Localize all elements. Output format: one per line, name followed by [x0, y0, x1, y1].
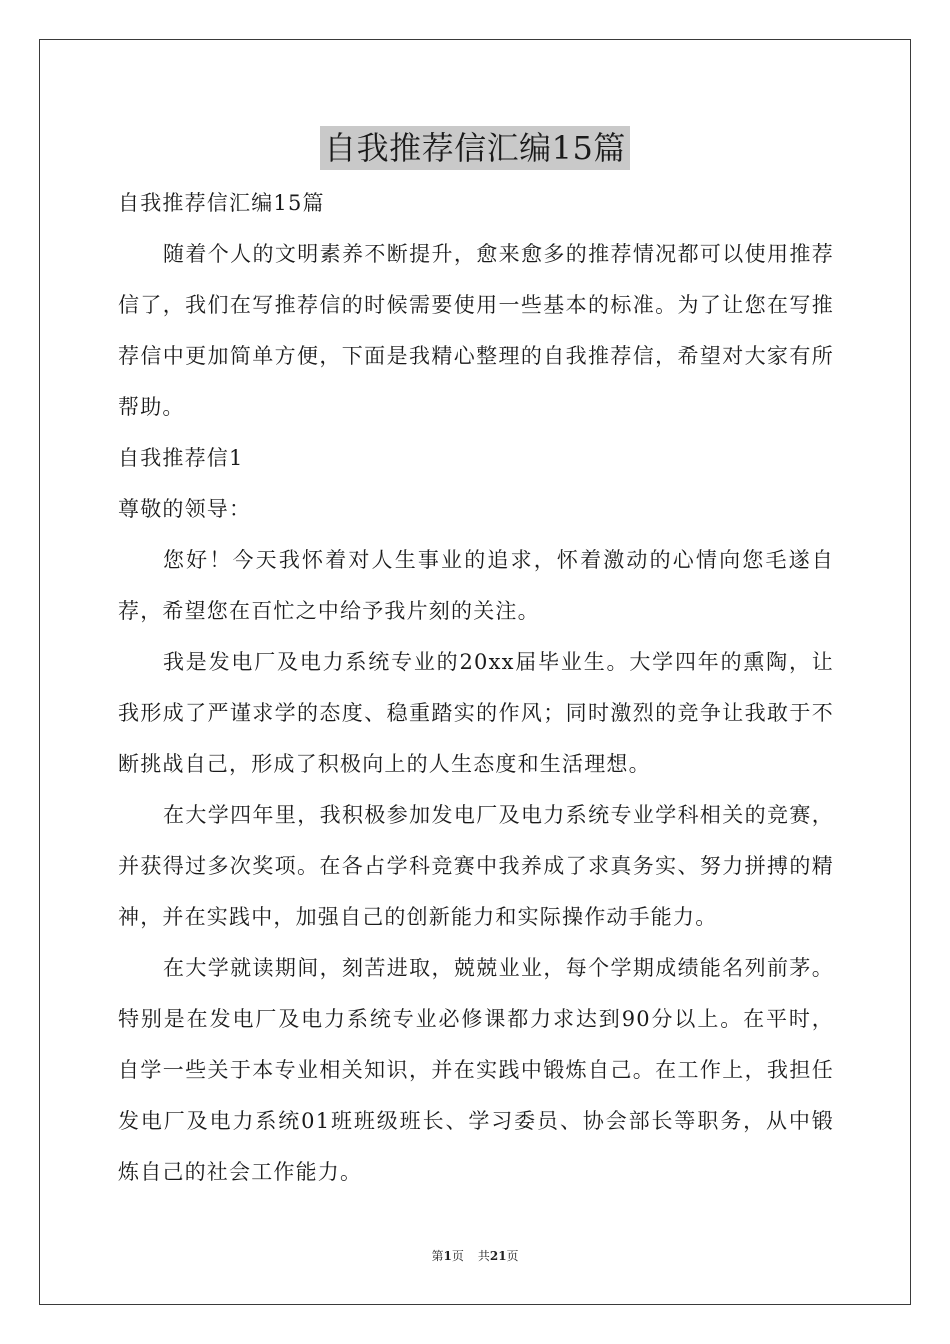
- body-paragraph-3: 在大学四年里，我积极参加发电厂及电力系统专业学科相关的竞赛，并获得过多次奖项。在各占学科竞赛中我养成了求真务实、努力拼搏的精神，并在实践中，加强自己的创新能力和实际操作动手能力。: [118, 803, 834, 929]
- body-paragraph-4: 在大学就读期间，刻苦进取，兢兢业业，每个学期成绩能名列前茅。特别是在发电厂及电力系统专业必修课都力求达到90分以上。在平时，自学一些关于本专业相关知识，并在实践中锻炼自己。在工作上，我担任发电厂及电力系统01班班级班长、学习委员、协会部长等职务，从中锻炼自己的社会工作能力。: [118, 956, 834, 1184]
- section-heading: 自我推荐信1: [118, 446, 244, 470]
- body-paragraph-2: 我是发电厂及电力系统专业的20xx届毕业生。大学四年的熏陶，让我形成了严谨求学的态度、稳重踏实的作风；同时激烈的竞争让我敢于不断挑战自己，形成了积极向上的人生态度和生活理想。: [118, 650, 834, 776]
- total-pages: 21: [489, 1249, 507, 1263]
- salutation: 尊敬的领导：: [118, 497, 252, 521]
- page-suffix: 页: [451, 1249, 464, 1263]
- body-paragraph-1: 您好！今天我怀着对人生事业的追求，怀着激动的心情向您毛遂自荐，希望您在百忙之中给予我片刻的关注。: [118, 548, 834, 623]
- intro-paragraph: 随着个人的文明素养不断提升，愈来愈多的推荐情况都可以使用推荐信了，我们在写推荐信的时候需要使用一些基本的标准。为了让您在写推荐信中更加简单方便，下面是我精心整理的自我推荐信，希望对大家有所帮助。: [118, 242, 834, 419]
- total-suffix: 页: [506, 1249, 519, 1263]
- page-prefix: 第: [431, 1249, 444, 1263]
- title-block: [0, 126, 950, 170]
- document-body: [118, 178, 834, 1198]
- page-number: 1: [443, 1249, 452, 1263]
- page-footer: [0, 1248, 950, 1264]
- document-title: 自我推荐信汇编15篇: [320, 126, 630, 170]
- total-prefix: 共: [477, 1249, 490, 1263]
- document-subtitle: 自我推荐信汇编15篇: [118, 191, 325, 215]
